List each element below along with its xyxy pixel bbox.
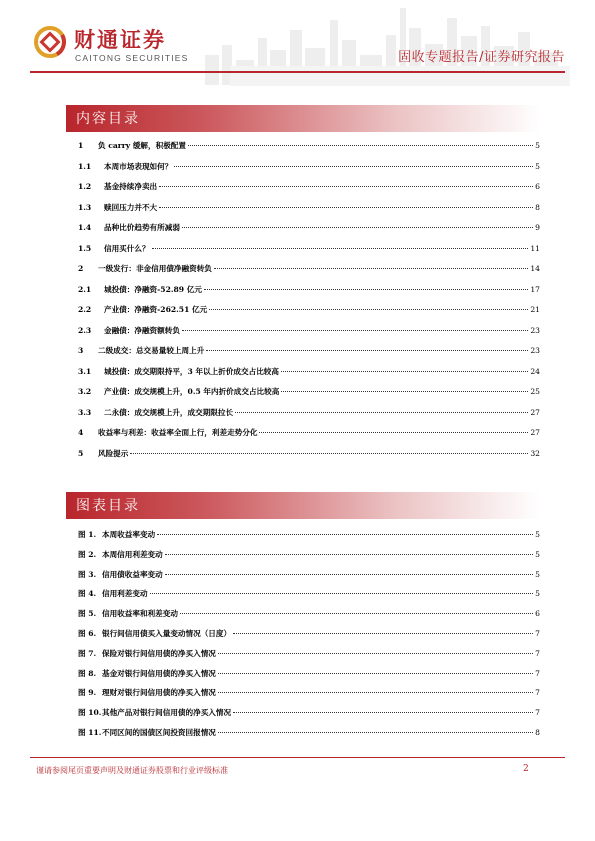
toc-entry[interactable] <box>78 202 540 218</box>
figure-entry[interactable] <box>78 569 540 585</box>
toc-dot-leader <box>182 227 533 228</box>
figure-entry[interactable] <box>78 668 540 684</box>
figure-entry[interactable] <box>78 608 540 624</box>
toc-dot-leader <box>174 166 533 167</box>
toc-entry[interactable] <box>78 345 540 361</box>
toc-entry-number: 3.3 <box>78 407 92 417</box>
toc-entry-title: 城投债：净融资-52.89 亿元 <box>104 284 202 294</box>
toc-dot-leader <box>281 371 528 372</box>
toc-dot-leader <box>157 534 533 535</box>
toc-entry[interactable] <box>78 325 540 341</box>
toc-entry-page: 9 <box>535 223 540 232</box>
toc-entry-page: 6 <box>535 182 540 191</box>
toc-entry[interactable] <box>78 140 540 156</box>
toc-entry-number: 4 <box>78 428 84 437</box>
header-divider <box>30 71 565 73</box>
toc-entry-number: 1.1 <box>78 161 92 171</box>
toc-dot-leader <box>130 453 528 454</box>
toc-entry-title: 信用利差变动 <box>102 589 148 599</box>
toc-dot-leader <box>218 653 533 654</box>
toc-dot-leader <box>206 350 528 351</box>
toc-entry-title: 产业债：净融资-262.51 亿元 <box>104 305 208 314</box>
toc-entry-number: 1 <box>78 141 84 150</box>
toc-entry-page: 32 <box>530 448 540 458</box>
contents-title: 内容目录 <box>76 111 140 127</box>
toc-entry-number: 1.5 <box>78 243 92 253</box>
toc-entry-title: 城投债：成交期限持平，3 年以上折价成交占比较高 <box>104 366 279 376</box>
toc-entry-number: 2.2 <box>78 305 92 314</box>
toc-entry-page: 6 <box>535 609 540 619</box>
toc-entry-number: 图 5. <box>78 609 97 619</box>
toc-entry-title: 一级发行：非金信用债净融资转负 <box>98 264 212 273</box>
toc-entry-title: 理财对银行间信用债的净买入情况 <box>102 688 216 698</box>
toc-entry-page: 7 <box>535 629 540 638</box>
figure-entry[interactable] <box>78 707 540 723</box>
toc-entry-number: 图 1. <box>78 530 97 539</box>
figure-entry[interactable] <box>78 588 540 604</box>
page-number: 2 <box>523 764 529 774</box>
toc-entry[interactable] <box>78 407 540 423</box>
toc-entry-page: 5 <box>535 141 540 150</box>
toc-entry-number: 图 3. <box>78 569 97 579</box>
toc-entry-number: 图 11. <box>78 728 102 737</box>
toc-entry-number: 3.2 <box>78 387 92 396</box>
toc-dot-leader <box>159 207 533 208</box>
toc-entry-page: 27 <box>530 428 540 437</box>
toc-entry[interactable] <box>78 304 540 320</box>
toc-entry-title: 风险提示 <box>98 448 129 458</box>
toc-entry[interactable] <box>78 366 540 382</box>
figure-entry[interactable] <box>78 648 540 664</box>
toc-entry-number: 图 4. <box>78 589 97 599</box>
toc-entry-page: 5 <box>535 569 540 579</box>
toc-entry-page: 25 <box>530 387 540 396</box>
figure-entry[interactable] <box>78 687 540 703</box>
toc-entry-page: 7 <box>535 688 540 698</box>
figures-title: 图表目录 <box>76 498 140 514</box>
toc-entry-number: 图 8. <box>78 668 97 678</box>
toc-dot-leader <box>233 712 533 713</box>
toc-entry-page: 21 <box>530 305 540 314</box>
toc-dot-leader <box>218 732 533 733</box>
toc-entry[interactable] <box>78 181 540 197</box>
toc-dot-leader <box>188 145 533 146</box>
toc-dot-leader <box>150 593 534 594</box>
toc-entry-title: 基金持续净卖出 <box>104 182 158 191</box>
toc-entry-title: 本周信用利差变动 <box>102 549 163 559</box>
toc-entry-title: 二永债：成交规模上升，成交期限拉长 <box>104 407 234 417</box>
toc-entry-title: 不同区间的国债区间投资回报情况 <box>102 728 216 737</box>
toc-dot-leader <box>204 289 528 290</box>
toc-entry-number: 图 6. <box>78 629 97 638</box>
toc-entry-title: 保险对银行间信用债的净买入情况 <box>102 648 216 658</box>
toc-entry-page: 23 <box>530 346 540 355</box>
figures-title-bar <box>66 492 540 519</box>
toc-entry-number: 3.1 <box>78 366 92 376</box>
toc-entry[interactable] <box>78 386 540 402</box>
toc-entry-title: 品种比价趋势有所减弱 <box>104 223 180 232</box>
toc-entry-number: 图 7. <box>78 648 97 658</box>
toc-entry-title: 本周收益率变动 <box>102 530 156 539</box>
toc-entry[interactable] <box>78 243 540 259</box>
toc-entry-title: 信用收益率和利差变动 <box>102 609 178 619</box>
toc-entry-page: 7 <box>535 668 540 678</box>
toc-entry-page: 5 <box>535 161 540 171</box>
toc-entry-page: 23 <box>530 325 540 335</box>
toc-entry-page: 8 <box>535 728 540 737</box>
toc-entry-number: 1.4 <box>78 223 92 232</box>
toc-dot-leader <box>180 613 533 614</box>
toc-entry-page: 5 <box>535 530 540 539</box>
toc-entry-number: 图 10. <box>78 708 102 718</box>
logo-chinese-name: 财通证券 <box>74 28 166 52</box>
toc-entry[interactable] <box>78 448 540 464</box>
toc-dot-leader <box>152 248 529 249</box>
toc-dot-leader <box>259 432 528 433</box>
toc-dot-leader <box>209 309 528 310</box>
toc-entry-title: 负 carry 缓解，积极配置 <box>98 141 186 150</box>
toc-dot-leader <box>281 391 528 392</box>
toc-entry-title: 收益率与利差：收益率全面上行，利差走势分化 <box>98 428 258 437</box>
toc-dot-leader <box>165 554 533 555</box>
report-type: 固收专题报告/证券研究报告 <box>398 50 565 65</box>
toc-entry-page: 27 <box>530 407 540 417</box>
toc-entry-title: 其他产品对银行间信用债的净买入情况 <box>102 708 232 718</box>
toc-entry[interactable] <box>78 263 540 279</box>
toc-dot-leader <box>214 268 528 269</box>
toc-dot-leader <box>182 330 528 331</box>
toc-entry-number: 2.1 <box>78 284 92 294</box>
caitong-logo <box>32 22 189 68</box>
figure-entry[interactable] <box>78 549 540 565</box>
toc-dot-leader <box>233 633 533 634</box>
footer-disclaimer: 谨请参阅尾页重要声明及财通证券股票和行业评级标准 <box>36 766 228 775</box>
toc-entry[interactable] <box>78 284 540 300</box>
toc-entry-number: 图 2. <box>78 549 97 559</box>
toc-entry[interactable] <box>78 222 540 238</box>
toc-entry-page: 14 <box>530 264 540 273</box>
toc-dot-leader <box>235 412 528 413</box>
toc-entry-page: 8 <box>535 202 540 212</box>
toc-entry-title: 本周市场表现如何？ <box>104 161 173 171</box>
toc-entry-title: 信用债收益率变动 <box>102 569 163 579</box>
toc-entry-page: 7 <box>535 708 540 718</box>
toc-entry-title: 金融债：净融资额转负 <box>104 325 180 335</box>
figure-entry[interactable] <box>78 628 540 644</box>
toc-entry-number: 1.3 <box>78 202 92 212</box>
toc-dot-leader <box>165 574 533 575</box>
toc-entry-page: 7 <box>535 648 540 658</box>
page-header <box>0 0 595 90</box>
toc-entry-page: 5 <box>535 589 540 599</box>
toc-entry[interactable] <box>78 427 540 443</box>
toc-entry-title: 基金对银行间信用债的净买入情况 <box>102 668 216 678</box>
toc-entry[interactable] <box>78 161 540 177</box>
footer-divider <box>30 757 565 758</box>
toc-entry-title: 银行间信用债买入量变动情况（日度） <box>102 629 232 638</box>
toc-entry-number: 5 <box>78 448 84 458</box>
toc-entry-title: 信用买什么？ <box>104 243 150 253</box>
toc-entry-number: 1.2 <box>78 182 92 191</box>
toc-dot-leader <box>218 673 533 674</box>
toc-entry-page: 17 <box>530 284 540 294</box>
figure-entry[interactable] <box>78 727 540 743</box>
toc-entry-title: 赎回压力并不大 <box>104 202 158 212</box>
figure-entry[interactable] <box>78 529 540 545</box>
contents-title-bar <box>66 105 540 132</box>
toc-entry-page: 24 <box>530 366 540 376</box>
caitong-coin-icon <box>32 24 68 60</box>
toc-entry-page: 5 <box>535 549 540 559</box>
logo-english-name: CAITONG SECURITIES <box>75 53 189 63</box>
toc-entry-title: 二级成交：总交易量较上周上升 <box>98 346 205 355</box>
toc-dot-leader <box>218 692 533 693</box>
toc-entry-number: 2 <box>78 264 84 273</box>
toc-entry-number: 2.3 <box>78 325 92 335</box>
toc-entry-number: 图 9. <box>78 688 97 698</box>
toc-entry-page: 11 <box>530 243 540 253</box>
toc-dot-leader <box>159 186 533 187</box>
toc-entry-title: 产业债：成交规模上升，0.5 年内折价成交占比较高 <box>104 387 280 396</box>
toc-entry-number: 3 <box>78 346 84 355</box>
